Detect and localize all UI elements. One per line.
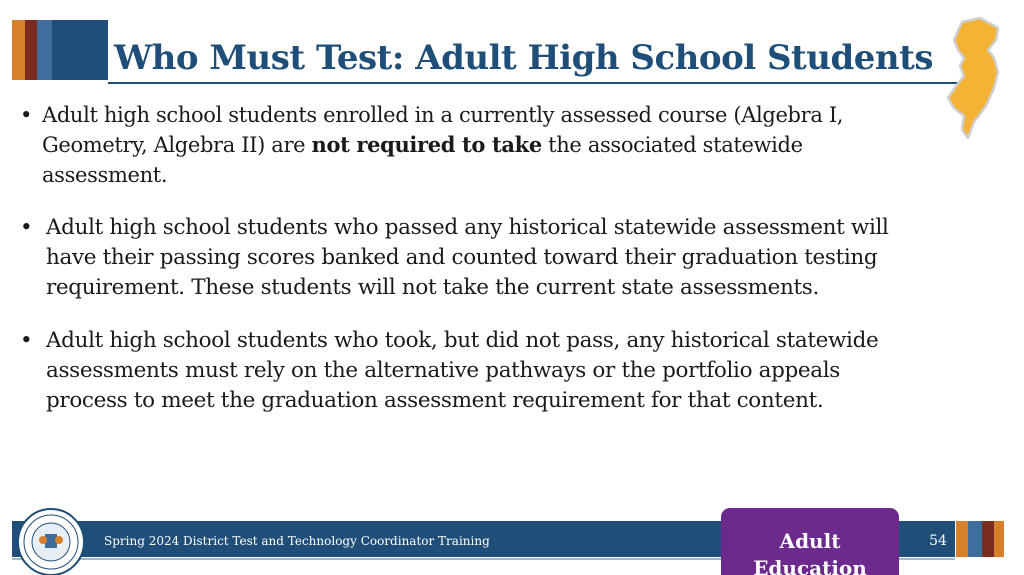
bullet-emphasis: not required to take bbox=[311, 132, 542, 157]
bullet-text: the associated statewide assessment. bbox=[42, 133, 803, 187]
bullet-item bbox=[20, 213, 920, 303]
bullet-marker: • bbox=[20, 215, 33, 240]
bullet-item bbox=[20, 100, 920, 190]
footer-caption: Spring 2024 District Test and Technology Coordinator Training bbox=[104, 534, 490, 548]
bullet-item bbox=[20, 326, 920, 416]
new-jersey-map-icon bbox=[940, 14, 1012, 142]
title-accent-stripes bbox=[12, 20, 108, 80]
bullet-text: Adult high school students enrolled in a currently assessed course (Algebra I, Geometry, Algebra II) are bbox=[42, 103, 844, 157]
bullet-text: Adult high school students who took, but did not pass, any historical statewide assessments must rely on the alternative pathways or the portfolio appeals process to meet the graduation assessment requirement for that content. bbox=[46, 328, 879, 413]
bullet-text: Adult high school students who passed any historical statewide assessment will have their passing scores banked and counted toward their graduation testing requirement. These students will not take the current state assessments. bbox=[46, 215, 889, 300]
page-number: 54 bbox=[929, 533, 947, 549]
bullet-marker: • bbox=[20, 103, 33, 127]
nj-department-of-education-seal bbox=[12, 504, 90, 575]
adult-education-badge: Adult Education bbox=[721, 508, 899, 575]
title-underline bbox=[108, 82, 968, 84]
footer-accent-stripes bbox=[956, 521, 1004, 557]
bullet-list bbox=[20, 100, 920, 439]
bullet-marker: • bbox=[20, 328, 33, 353]
slide-title: Who Must Test: Adult High School Students bbox=[114, 38, 933, 78]
